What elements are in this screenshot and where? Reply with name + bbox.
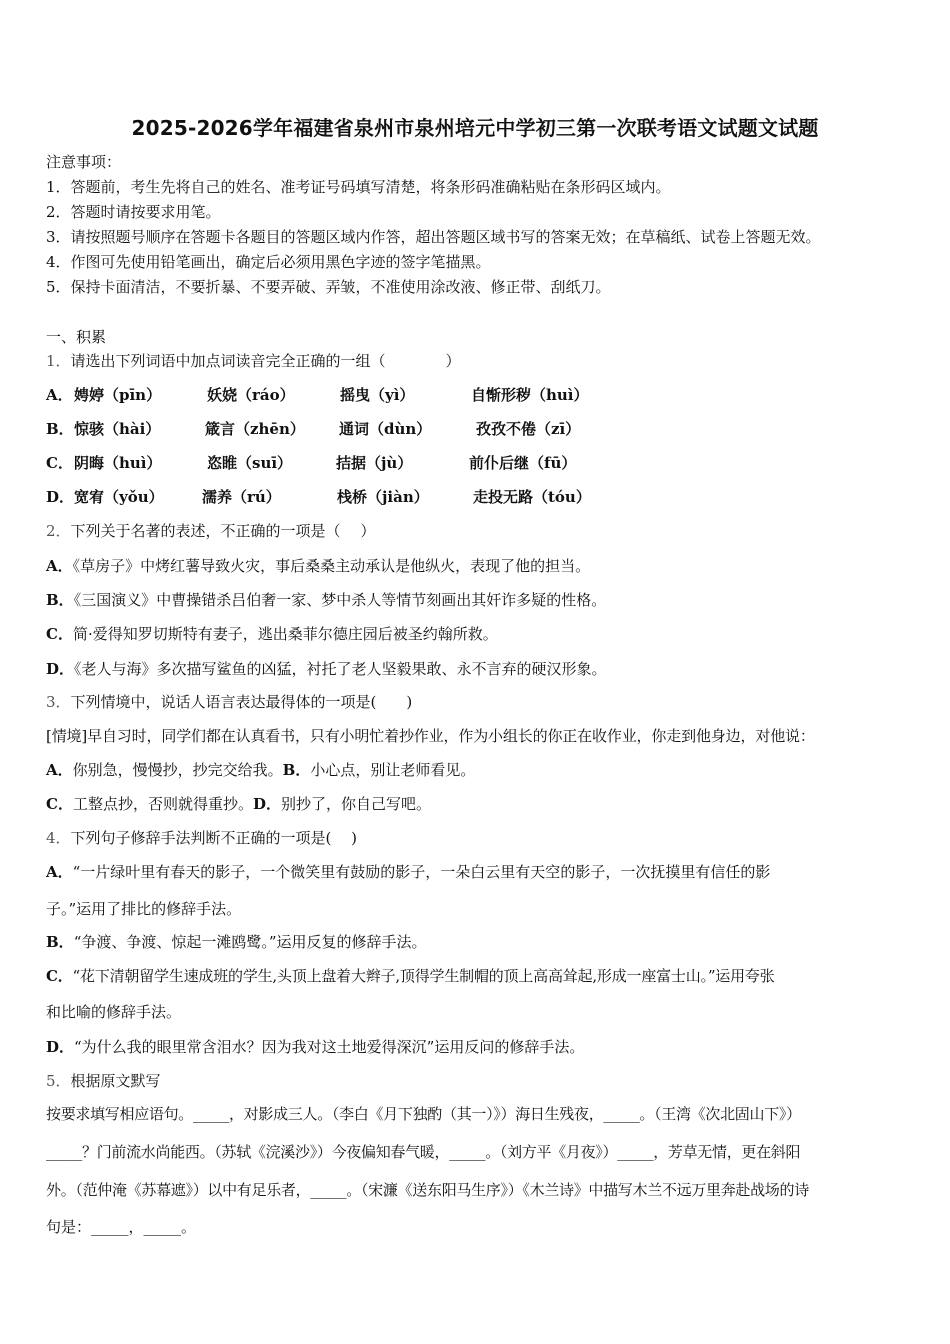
q4-option-c xyxy=(46,966,775,986)
q4-option-a-continued: 子。”运用了排比的修辞手法。 xyxy=(46,900,242,918)
question-2-stem xyxy=(46,521,375,541)
question-number: 5． xyxy=(46,1072,71,1090)
option-label: A． xyxy=(46,761,73,779)
q4-option-b xyxy=(46,932,427,952)
option-label: D． xyxy=(46,660,75,678)
q1-option-row-a xyxy=(46,385,589,405)
option-label: C． xyxy=(46,454,73,472)
option-word: 摇曳（yì） xyxy=(340,386,415,404)
q4-option-d xyxy=(46,1037,584,1057)
option-label: B． xyxy=(46,933,74,951)
q4-option-c-continued: 和比喻的修辞手法。 xyxy=(46,1003,182,1021)
option-label: B． xyxy=(46,591,74,609)
option-text: 简·爱得知罗切斯特有妻子，逃出桑菲尔德庄园后被圣约翰所救。 xyxy=(72,625,498,643)
option-text: 小心点，别让老师看见。 xyxy=(310,761,476,779)
question-text: 请选出下列词语中加点词读音完全正确的一组（ ） xyxy=(70,352,461,370)
notice-item: 1．答题前，考生先将自己的姓名、准考证号码填写清楚，将条形码准确粘贴在条形码区域内。 xyxy=(46,178,671,196)
q4-option-a xyxy=(46,862,770,882)
q2-option-b xyxy=(46,590,606,610)
option-text: “为什么我的眼里常含泪水？因为我对这土地爱得深沉”运用反问的修辞手法。 xyxy=(74,1038,585,1056)
option-word: 拮据（jù） xyxy=(336,454,413,472)
option-word: 箴言（zhēn） xyxy=(205,420,305,438)
section-heading: 一、积累 xyxy=(46,328,107,346)
option-label: D． xyxy=(252,795,281,813)
option-text: 你别急，慢慢抄，抄完交给我。 xyxy=(72,761,283,779)
q2-option-c xyxy=(46,624,498,644)
option-text: 工整点抄，否则就得重抄。 xyxy=(72,795,253,813)
option-label: B． xyxy=(46,420,74,438)
question-4-stem xyxy=(46,828,357,848)
option-word: 惊骇（hài） xyxy=(74,420,161,438)
question-number: 1． xyxy=(46,352,71,370)
option-label: D． xyxy=(46,488,75,506)
q3-context: [情境]早自习时，同学们都在认真看书，只有小明忙着抄作业，作为小组长的你正在收作业，你走到他身边，对他说： xyxy=(46,727,815,745)
q2-option-d xyxy=(46,659,607,679)
notice-item: 3．请按照题号顺序在答题卡各题目的答题区域内作答，超出答题区域书写的答案无效；在草稿纸、试卷上答题无效。 xyxy=(46,228,821,246)
option-word: 孜孜不倦（zī） xyxy=(476,420,581,438)
question-text: 下列情境中，说话人语言表达最得体的一项是( ) xyxy=(70,693,413,711)
question-number: 2． xyxy=(46,522,71,540)
option-word: 前仆后继（fū） xyxy=(469,454,577,472)
option-word: 妖娆（ráo） xyxy=(207,386,295,404)
option-text: “一片绿叶里有春天的影子，一个微笑里有鼓励的影子，一朵白云里有天空的影子，一次抚摸里有信任的影 xyxy=(72,863,771,881)
page-title: 2025-2026学年福建省泉州市泉州培元中学初三第一次联考语文试题文试题 xyxy=(131,116,819,140)
option-word: 宽宥（yǒu） xyxy=(74,488,164,506)
question-5-stem xyxy=(46,1071,161,1091)
option-word: 通词（dùn） xyxy=(339,420,432,438)
q2-option-a xyxy=(46,556,590,576)
notice-heading: 注意事项： xyxy=(46,153,122,171)
question-text: 根据原文默写 xyxy=(70,1072,161,1090)
option-text: 别抄了，你自己写吧。 xyxy=(280,795,431,813)
option-word: 自惭形秽（huì） xyxy=(471,386,589,404)
q1-option-row-b xyxy=(46,419,580,439)
option-text: 《草房子》中烤红薯导致火灾，事后桑桑主动承认是他纵火，表现了他的担当。 xyxy=(72,557,591,575)
q1-option-row-c xyxy=(46,453,576,473)
option-label: D． xyxy=(46,1038,75,1056)
option-label: A． xyxy=(46,557,73,575)
option-text: “花下清朝留学生速成班的学生,头顶上盘着大辫子,顶得学生制帽的顶上高高耸起,形成一座富士山。”运用夸张 xyxy=(72,967,775,985)
notice-item: 2．答题时请按要求用笔。 xyxy=(46,203,221,221)
question-3-stem xyxy=(46,692,412,712)
question-text: 下列句子修辞手法判断不正确的一项是( ) xyxy=(70,829,358,847)
q5-line: 句是：_____，_____。 xyxy=(46,1218,197,1236)
q3-options-row-1 xyxy=(46,760,475,780)
option-word: 娉婷（pīn） xyxy=(74,386,162,404)
option-text: “争渡、争渡、惊起一滩鸥鹭。”运用反复的修辞手法。 xyxy=(73,933,427,951)
option-word: 濡养（rú） xyxy=(202,488,281,506)
option-text: 《老人与海》多次描写鲨鱼的凶猛，衬托了老人坚毅果敢、永不言弃的硬汉形象。 xyxy=(74,660,607,678)
option-label: C． xyxy=(46,967,73,985)
option-word: 走投无路（tóu） xyxy=(473,488,591,506)
option-text: 《三国演义》中曹操错杀吕伯奢一家、梦中杀人等情节刻画出其奸诈多疑的性格。 xyxy=(73,591,607,609)
q5-line: 外。（范仲淹《苏幕遮》）以中有足乐者，_____。（宋濂《送东阳马生序》）《木兰诗》中描写木兰不远万里奔赴战场的诗 xyxy=(46,1181,809,1199)
notice-item: 4．作图可先使用铅笔画出，确定后必须用黑色字迹的签字笔描黑。 xyxy=(46,253,491,271)
question-number: 3． xyxy=(46,693,71,711)
option-label: B． xyxy=(282,761,311,779)
option-label: C． xyxy=(46,795,73,813)
question-number: 4． xyxy=(46,829,71,847)
option-label: A． xyxy=(46,386,73,404)
option-word: 栈桥（jiàn） xyxy=(337,488,429,506)
question-1-stem xyxy=(46,351,461,371)
q1-option-row-d xyxy=(46,487,591,507)
q5-line: 按要求填写相应语句。_____，对影成三人。（李白《月下独酌（其一）》）海日生残夜，_____。（王湾《次北固山下》） xyxy=(46,1105,801,1123)
option-label: A． xyxy=(46,863,73,881)
question-text: 下列关于名著的表述，不正确的一项是（ ） xyxy=(70,522,376,540)
q5-line: _____？门前流水尚能西。（苏轼《浣溪沙》）今夜偏知春气暖，_____。（刘方平《月夜》）_____，芳草无情，更在斜阳 xyxy=(46,1143,801,1161)
option-word: 恣睢（suī） xyxy=(207,454,293,472)
option-label: C． xyxy=(46,625,73,643)
notice-item: 5．保持卡面清洁，不要折暴、不要弄破、弄皱，不准使用涂改液、修正带、刮纸刀。 xyxy=(46,278,611,296)
q3-options-row-2 xyxy=(46,794,431,814)
option-word: 阴晦（huì） xyxy=(74,454,162,472)
